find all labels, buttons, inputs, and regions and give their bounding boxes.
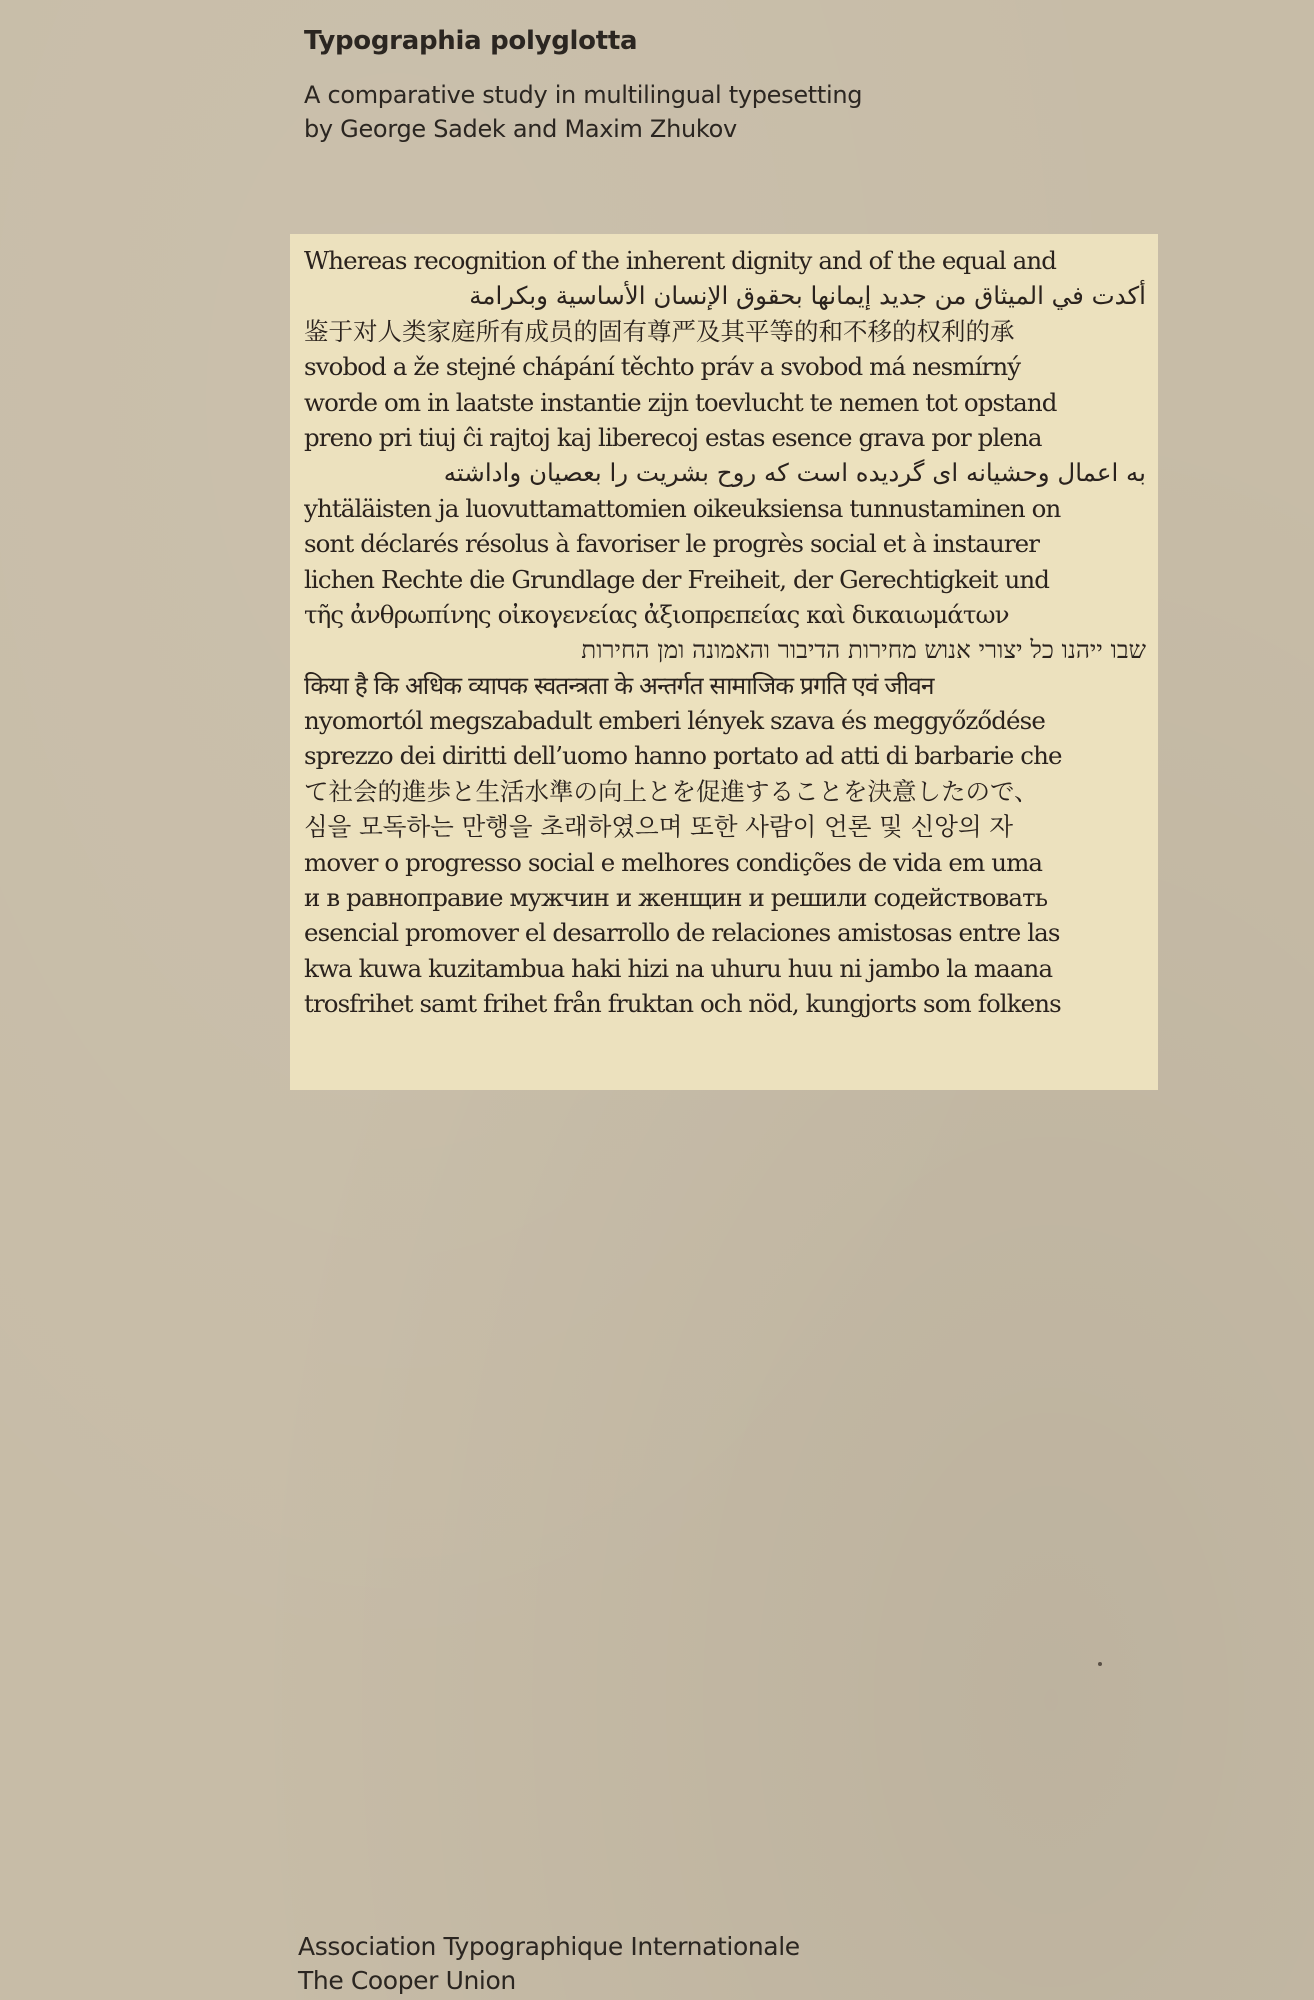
sample-line-japanese: て社会的進歩と生活水準の向上とを促進することを決意したので、 — [304, 776, 1039, 806]
book-title: Typographia polyglotta — [304, 26, 638, 56]
publisher-line-2: The Cooper Union — [298, 1966, 516, 1995]
paper-speck — [1098, 1662, 1102, 1666]
sample-line-italian: sprezzo dei diritti dell’uomo hanno portato ad atti di barbarie che — [304, 741, 1062, 771]
sample-line-greek: τῆς ἀνθρωπίνης οἰκογενείας ἀξιοπρεπείας καὶ δικαιωμάτων — [304, 599, 1009, 629]
cover-footer — [298, 1930, 800, 1998]
sample-line-chinese: 鉴于对人类家庭所有成员的固有尊严及其平等的和不移的权利的承 — [304, 316, 1015, 346]
sample-line-english: Whereas recognition of the inherent dignity and of the equal and — [304, 246, 1056, 275]
sample-line-hungarian: nyomortól megszabadult emberi lények szava és meggyőződése — [304, 706, 1045, 736]
sample-line-swedish: trosfrihet samt frihet från fruktan och nöd, kungjorts som folkens — [304, 989, 1061, 1019]
sample-line-arabic: أكدت في الميثاق من جديد إيمانها بحقوق الإنسان الأساسية وبكرامة — [469, 281, 1146, 311]
publisher-line-1: Association Typographique Internationale — [298, 1932, 800, 1961]
multilingual-sample-panel — [290, 234, 1158, 1090]
sample-line-esperanto: preno pri tiuj ĉi rajtoj kaj liberecoj estas esence grava por plena — [304, 422, 1042, 452]
sample-line-persian: به اعمال وحشیانه ای گردیده است که روح بشریت را بعصیان واداشته — [443, 458, 1146, 488]
sample-line-german: lichen Rechte die Grundlage der Freiheit, der Gerechtigkeit und — [304, 564, 1050, 594]
sample-line-spanish: esencial promover el desarrollo de relaciones amistosas entre las — [304, 918, 1060, 948]
sample-line-dutch: worde om in laatste instantie zijn toevlucht te nemen tot opstand — [304, 387, 1057, 417]
sample-line-french: sont déclarés résolus à favoriser le progrès social et à instaurer — [304, 529, 1040, 559]
sample-line-hindi: किया है कि अधिक व्यापक स्वतन्त्रता के अन्तर्गत सामाजिक प्रगति एवं जीवन — [304, 670, 934, 700]
cover-header — [304, 24, 1204, 146]
book-authors-line: by George Sadek and Maxim Zhukov — [304, 115, 737, 143]
sample-line-korean: 심을 모독하는 만행을 초래하였으며 또한 사람이 언론 및 신앙의 자 — [304, 812, 1014, 842]
sample-line-swahili: kwa kuwa kuzitambua haki hizi na uhuru huu ni jambo la maana — [304, 953, 1053, 983]
sample-line-russian: и в равноправие мужчин и женщин и решили содействовать — [304, 883, 1048, 913]
sample-line-finnish: yhtäläisten ja luovuttamattomien oikeuksiensa tunnustaminen on — [304, 493, 1061, 523]
sample-line-czech: svobod a že stejné chápání těchto práv a svobod má nesmírný — [304, 352, 1021, 382]
book-subtitle-line-1: A comparative study in multilingual typesetting — [304, 81, 863, 109]
sample-line-portuguese: mover o progresso social e melhores condições de vida em uma — [304, 847, 1043, 877]
sample-line-hebrew: שבו ייהנו כל יצורי אנוש מחירות הדיבור והאמונה ומן החירות — [581, 635, 1146, 665]
